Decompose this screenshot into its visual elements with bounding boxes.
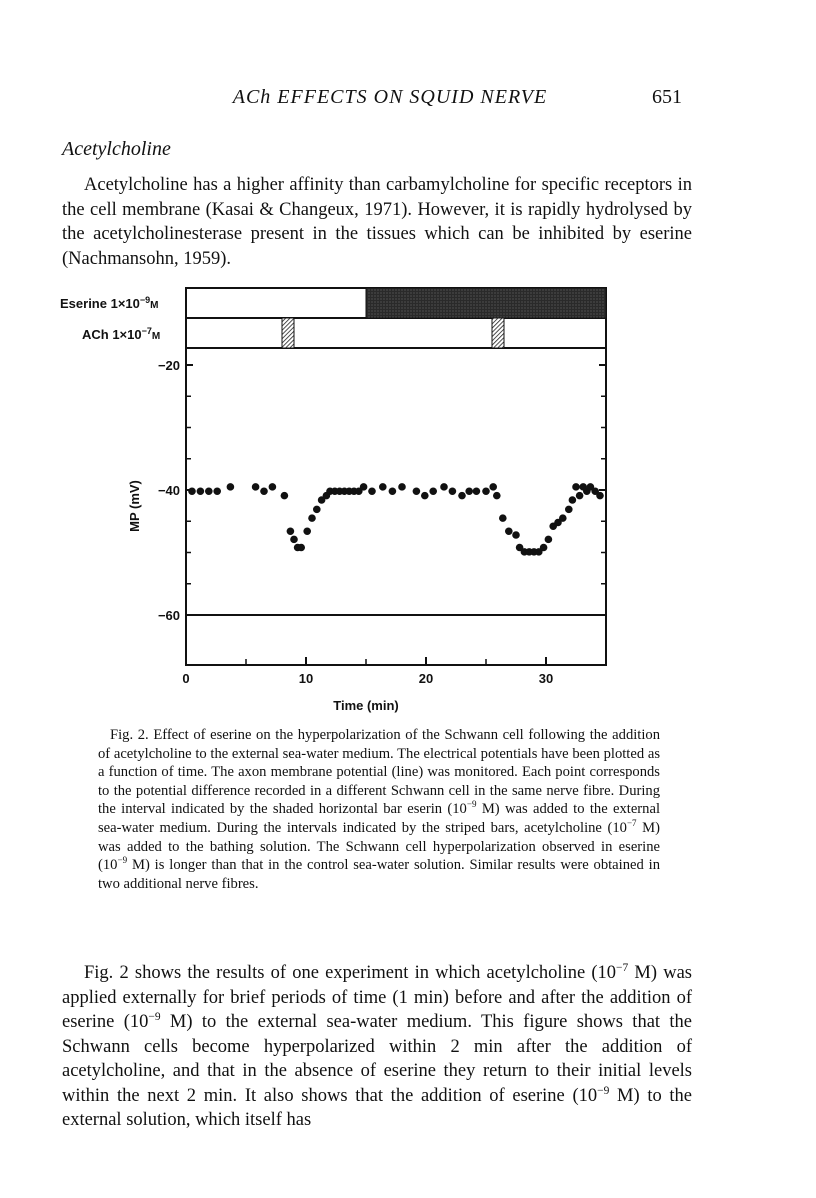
data-point: [290, 536, 298, 544]
data-point: [213, 487, 221, 495]
data-point: [389, 487, 397, 495]
svg-text:ACh 1×10−7M: [82, 326, 160, 342]
eserine-label: [60, 295, 158, 311]
data-point: [465, 487, 473, 495]
ach-striped-bar-2: [492, 318, 504, 348]
data-point: [368, 487, 376, 495]
data-point: [297, 544, 305, 552]
data-point: [269, 483, 277, 491]
y-axis-label: MP (mV): [127, 480, 142, 532]
eserine-label-text: Eserine 1×10: [60, 296, 140, 311]
eserine-label-unit: M: [150, 300, 159, 311]
data-point: [493, 492, 501, 500]
data-point: [227, 483, 235, 491]
data-point: [449, 487, 457, 495]
data-point: [458, 492, 466, 500]
caption-exp-1: −9: [466, 799, 477, 810]
intro-paragraph: Acetylcholine has a higher affinity than carbamylcholine for specific receptors in the cell membrane (Kasai & Changeux, 1971). However, it is rapidly hydrolysed by the acetylcholinesterase present in the tissues which can be inhibited by eserine (Nachmansohn, 1959).: [62, 175, 692, 269]
data-point: [482, 487, 490, 495]
data-point: [188, 487, 196, 495]
data-point: [313, 506, 321, 514]
data-point: [413, 487, 421, 495]
x-tick-label: 20: [418, 671, 434, 686]
data-point: [398, 483, 406, 491]
data-point: [505, 527, 513, 535]
eserine-label-exp: −9: [139, 295, 151, 305]
data-point: [252, 483, 260, 491]
data-point: [281, 492, 289, 500]
section-heading: Acetylcholine: [62, 138, 171, 160]
data-point: [429, 487, 437, 495]
body-text-2: M) was applied externally for brief periods of time (1 min) before and after the addition of eserine (10: [62, 963, 692, 1032]
data-point: [565, 506, 573, 514]
body-paragraph: [62, 961, 692, 1133]
caption-text-1: Fig. 2. Effect of eserine on the hyperpolarization of the Schwann cell following the addition of acetylcholine to the external sea-water medium. The electrical potentials have been plotted as a function of time. The axon membrane potential (line) was monitored. Each point corresponds to the potential difference recorded in a different Schwann cell in the same nerve fibre. During the interval indicated by the shaded horizontal bar eserin (10: [98, 727, 660, 818]
figure-2: [56, 280, 616, 720]
caption-text-3: M) was added to the bathing solution. The Schwann cell hyperpolarization observed in eserine (10: [98, 819, 660, 874]
x-tick-label: 10: [298, 671, 314, 686]
chart: [56, 280, 616, 720]
data-point: [569, 496, 577, 504]
data-point: [379, 483, 387, 491]
caption-exp-3: −9: [117, 855, 128, 866]
caption-text-4: M) is longer than that in the control sea-water solution. Similar results were obtained in two additional nerve fibres.: [98, 857, 660, 892]
body-exp-1: −7: [616, 961, 629, 974]
data-point: [360, 483, 368, 491]
x-tick-label: 0: [182, 671, 190, 686]
data-point: [205, 487, 213, 495]
figure-caption: [98, 726, 660, 893]
body-text-1: Fig. 2 shows the results of one experiment in which acetylcholine (10: [84, 963, 617, 983]
svg-text:Eserine 1×10−9M: [60, 295, 158, 311]
y-tick-label: −20: [157, 358, 180, 373]
ach-label: [82, 326, 160, 342]
body-text-3: M) to the external sea-water medium. This figure shows that the Schwann cells become hyperpolarized within 2 min after the addition of acetylcholine, and that in the absence of eserine they return to their initial levels within the next 2 min. It also shows that the addition of eserine (10: [62, 1012, 692, 1106]
ach-label-unit: M: [151, 331, 161, 342]
data-point: [576, 492, 584, 500]
ach-striped-bar-1: [282, 318, 294, 348]
caption-exp-2: −7: [626, 818, 637, 829]
body-exp-2: −9: [148, 1010, 161, 1023]
data-point: [540, 544, 548, 552]
data-point: [473, 487, 481, 495]
page-number: 651: [652, 86, 682, 108]
plot-frame: [186, 288, 606, 665]
body-text-4: M) to the external solution, which itself has: [62, 1085, 692, 1130]
data-point: [512, 531, 520, 539]
data-point: [260, 487, 268, 495]
ach-label-text: ACh 1×10: [82, 327, 142, 342]
data-point: [440, 483, 448, 491]
eserine-shaded-bar: [366, 288, 606, 318]
data-point: [499, 514, 507, 522]
data-point: [197, 487, 205, 495]
x-axis-label: Time (min): [333, 698, 399, 713]
y-tick-label: −40: [157, 483, 180, 498]
body-exp-3: −9: [597, 1084, 610, 1097]
ach-label-exp: −7: [141, 326, 152, 336]
running-header: ACh EFFECTS ON SQUID NERVE: [232, 86, 548, 108]
data-point: [303, 527, 311, 535]
data-point: [287, 527, 295, 535]
y-tick-label: −60: [157, 608, 180, 623]
data-point: [572, 483, 580, 491]
x-tick-label: 30: [538, 671, 554, 686]
data-point: [559, 514, 567, 522]
caption-text-2: M) was added to the external sea-water medium. During the intervals indicated by the striped bars, acetylcholine (10: [98, 801, 660, 836]
data-point: [421, 492, 429, 500]
data-point: [596, 492, 604, 500]
data-point: [545, 536, 553, 544]
data-point: [489, 483, 497, 491]
data-point: [308, 514, 316, 522]
